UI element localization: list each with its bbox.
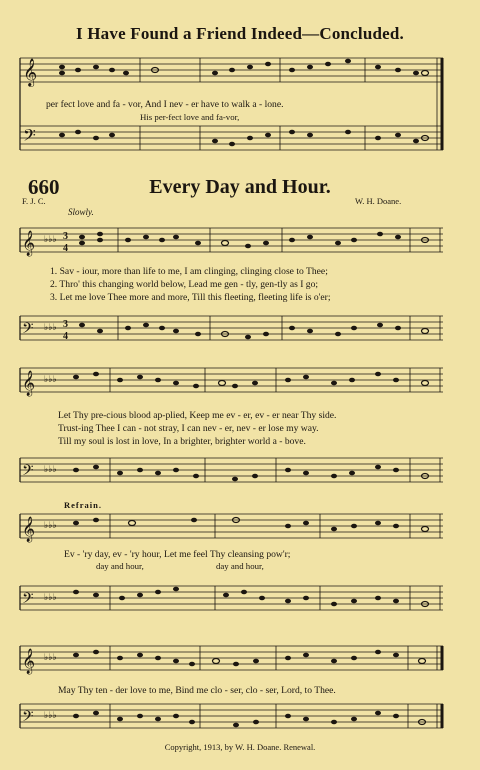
svg-text:𝄞: 𝄞 <box>22 648 36 673</box>
system3-treble-staff <box>0 508 480 548</box>
system1-treble-staff <box>0 222 480 262</box>
svg-text:𝄢: 𝄢 <box>22 462 34 482</box>
lyricist-initials: F. J. C. <box>22 196 46 206</box>
system1-verse2-lyric: 2. Thro' this changing world below, Lead me gen - tly, gen-tly as I go; <box>50 279 319 290</box>
system1-verse3-lyric: 3. Let me love Thee more and more, Till this fleeting, fleeting life is o'er; <box>50 292 331 303</box>
system3-echo-lyric-2: day and hour, <box>216 561 264 571</box>
svg-text:♭♭♭: ♭♭♭ <box>44 464 57 474</box>
svg-text:𝄢: 𝄢 <box>22 320 34 340</box>
hymn-title: Every Day and Hour. <box>149 176 331 198</box>
system2-verse2-lyric: Trust-ing Thee I can - not stray, I can nev - er, nev - er lose my way. <box>58 423 319 434</box>
hymn-number: 660 <box>28 175 60 199</box>
system3-lyric: Ev - 'ry day, ev - 'ry hour, Let me feel Thy cleansing pow'r; <box>64 549 291 560</box>
svg-text:♭♭♭: ♭♭♭ <box>44 374 57 384</box>
copyright-notice: Copyright, 1913, by W. H. Doane. Renewal. <box>164 742 316 752</box>
svg-text:♭♭♭: ♭♭♭ <box>44 710 57 720</box>
refrain-label: Refrain. <box>64 500 102 510</box>
system2-treble-staff <box>0 362 480 402</box>
svg-text:𝄞: 𝄞 <box>22 516 36 541</box>
system1-bass-staff <box>0 308 480 352</box>
system2-bass-staff <box>0 450 480 494</box>
svg-text:𝄞: 𝄞 <box>22 230 36 255</box>
continued-lyric-line: per fect love and fa - vor, And I nev - er have to walk a - lone. <box>46 99 284 110</box>
svg-text:𝄢: 𝄢 <box>22 590 34 610</box>
composer-name: W. H. Doane. <box>355 196 402 206</box>
svg-text:♭♭♭: ♭♭♭ <box>44 322 57 332</box>
svg-text:𝄞: 𝄞 <box>22 370 36 395</box>
system4-lyric: May Thy ten - der love to me, Bind me clo - ser, clo - ser, Lord, to Thee. <box>58 685 336 696</box>
svg-text:4: 4 <box>63 243 68 254</box>
svg-text:♭♭♭: ♭♭♭ <box>44 234 57 244</box>
system3-echo-lyric-1: day and hour, <box>96 561 144 571</box>
continued-hymn-title: I Have Found a Friend Indeed—Concluded. <box>75 24 405 43</box>
svg-text:4: 4 <box>63 331 68 342</box>
tempo-marking: Slowly. <box>68 207 94 217</box>
system4-bass-staff <box>0 696 480 740</box>
system3-bass-staff <box>0 578 480 622</box>
svg-text:𝄞: 𝄞 <box>23 60 38 86</box>
svg-text:3: 3 <box>63 231 68 242</box>
system2-verse3-lyric: Till my soul is lost in love, In a brighter, brighter world a - bove. <box>58 436 306 447</box>
svg-text:♭♭♭: ♭♭♭ <box>44 592 57 602</box>
system4-treble-staff <box>0 640 480 680</box>
hymn-heading <box>0 175 480 199</box>
svg-text:𝄢: 𝄢 <box>23 127 36 149</box>
svg-text:3: 3 <box>63 319 68 330</box>
svg-text:♭♭♭: ♭♭♭ <box>44 520 57 530</box>
svg-text:𝄢: 𝄢 <box>22 708 34 728</box>
system2-verse1-lyric: Let Thy pre-cious blood ap-plied, Keep me ev - er, ev - er near Thy side. <box>58 410 337 421</box>
system1-verse1-lyric: 1. Sav - iour, more than life to me, I am clinging, clinging close to Thee; <box>50 266 328 277</box>
continued-echo-lyric: His per-fect love and fa-vor, <box>140 112 240 122</box>
svg-text:♭♭♭: ♭♭♭ <box>44 652 57 662</box>
